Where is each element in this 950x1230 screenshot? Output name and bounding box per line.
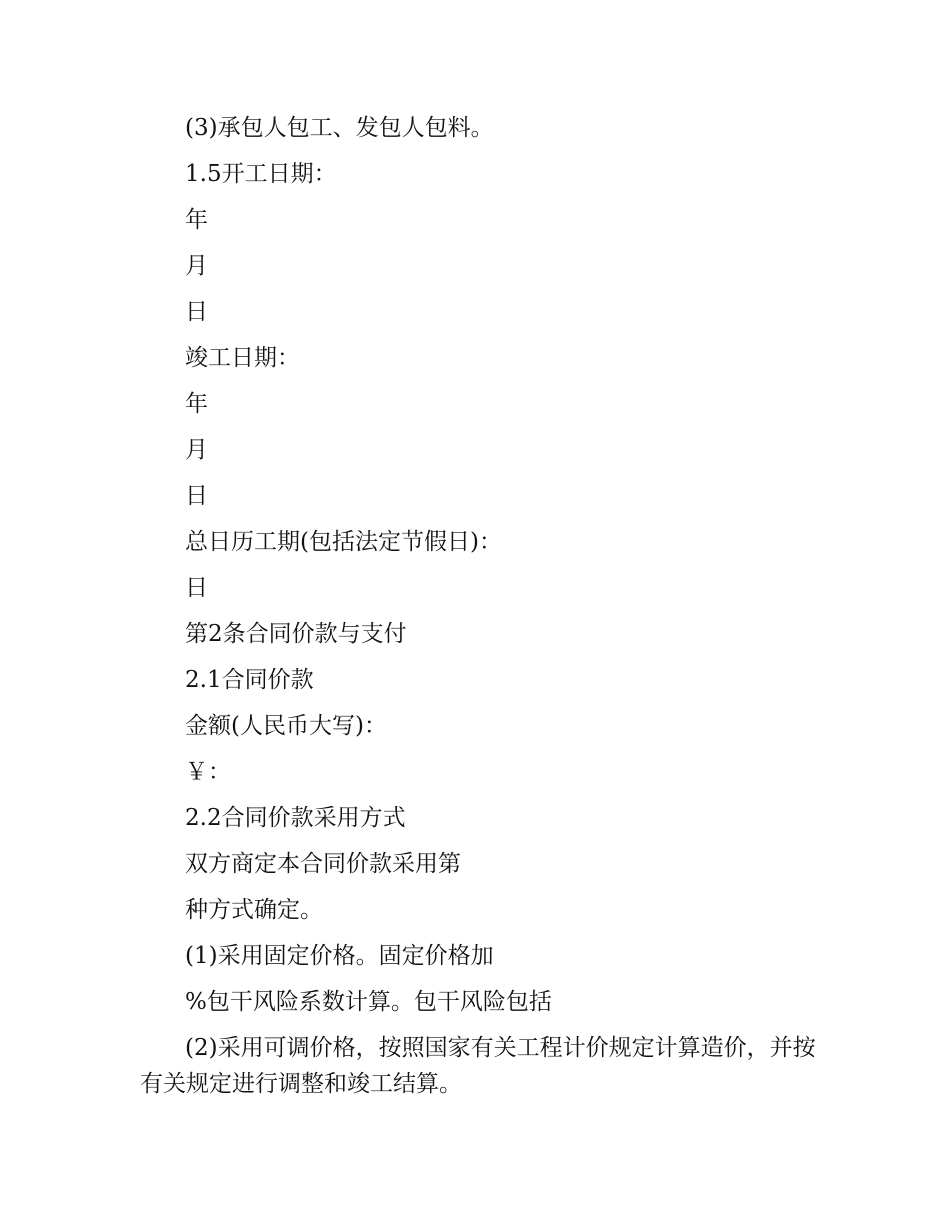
text-line: 月 <box>185 253 208 279</box>
text-line: 双方商定本合同价款采用第 <box>185 851 461 877</box>
text-line: 竣工日期： <box>185 345 300 371</box>
final-paragraph: (2)采用可调价格，按照国家有关工程计价规定计算造价，并按有关规定进行调整和竣工结算。 <box>140 1035 816 1097</box>
text-line: (1)采用固定价格。固定价格加 <box>185 943 494 969</box>
text-line: ￥： <box>185 759 231 785</box>
text-line: 2.1合同价款 <box>185 667 314 693</box>
text-line: 年 <box>185 391 208 417</box>
text-line: 日 <box>185 575 208 601</box>
text-line: 日 <box>185 299 208 325</box>
text-line: 金额(人民币大写)： <box>185 713 387 739</box>
text-line: 1.5开工日期： <box>185 161 337 187</box>
text-line: (3)承包人包工、发包人包料。 <box>185 115 494 141</box>
text-line: %包干风险系数计算。包干风险包括 <box>185 989 552 1015</box>
text-line: 总日历工期(包括法定节假日)： <box>185 529 502 555</box>
text-line: 日 <box>185 483 208 509</box>
section-heading: 第2条合同价款与支付 <box>185 621 407 647</box>
text-line: 种方式确定。 <box>185 897 323 923</box>
text-line: 年 <box>185 207 208 233</box>
text-line: 2.2合同价款采用方式 <box>185 805 406 831</box>
text-line: 月 <box>185 437 208 463</box>
